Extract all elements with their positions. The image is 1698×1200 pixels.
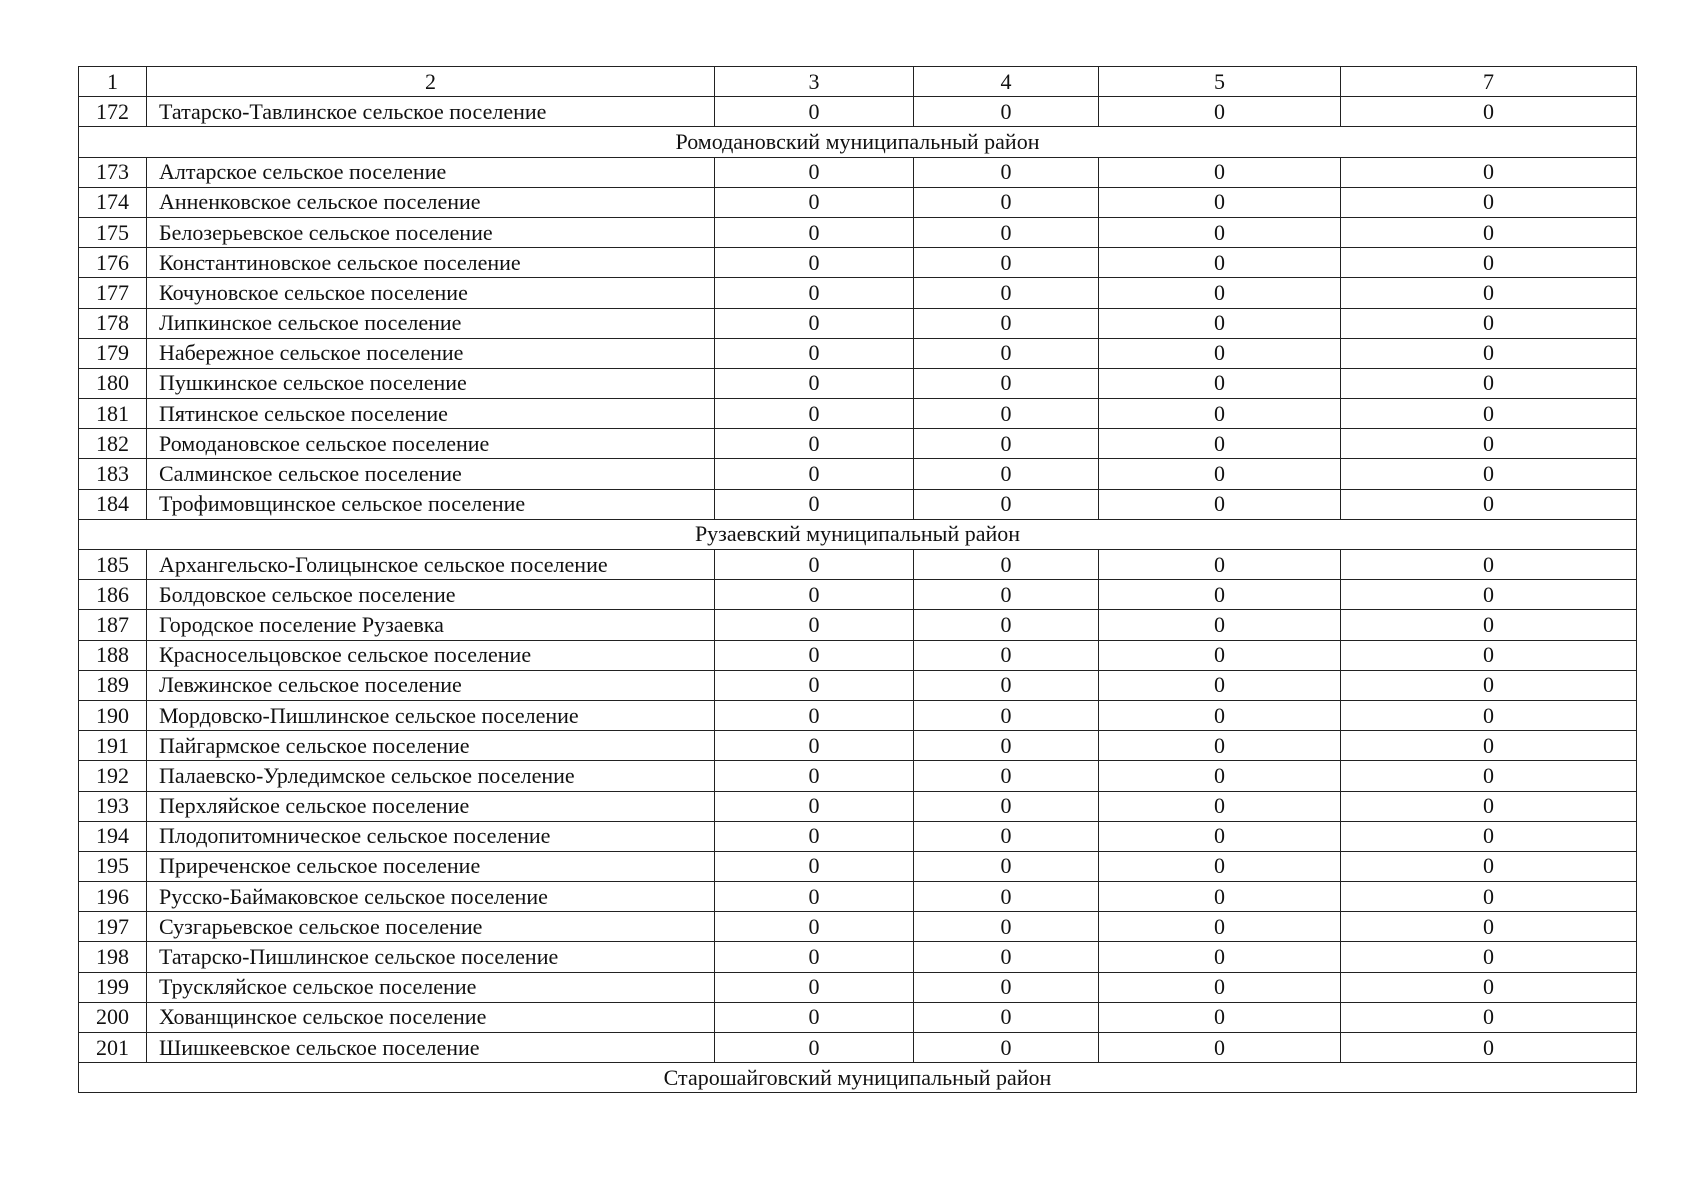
value-cell: 0 bbox=[715, 550, 914, 580]
value-cell: 0 bbox=[914, 399, 1099, 429]
row-number: 183 bbox=[79, 459, 147, 489]
table-row bbox=[79, 731, 1637, 761]
row-number: 190 bbox=[79, 700, 147, 730]
settlement-name: Мордовско-Пишлинское сельское поселение bbox=[147, 700, 715, 730]
settlement-name: Алтарское сельское поселение bbox=[147, 157, 715, 187]
table-row bbox=[79, 791, 1637, 821]
value-cell: 0 bbox=[715, 217, 914, 247]
value-cell: 0 bbox=[914, 761, 1099, 791]
value-cell: 0 bbox=[1341, 399, 1637, 429]
table-row bbox=[79, 489, 1637, 519]
value-cell: 0 bbox=[715, 912, 914, 942]
value-cell: 0 bbox=[1341, 972, 1637, 1002]
value-cell: 0 bbox=[1341, 248, 1637, 278]
table-row bbox=[79, 97, 1637, 127]
settlement-name: Пушкинское сельское поселение bbox=[147, 368, 715, 398]
value-cell: 0 bbox=[1099, 399, 1341, 429]
district-header-row bbox=[79, 1063, 1637, 1093]
value-cell: 0 bbox=[1099, 248, 1341, 278]
value-cell: 0 bbox=[914, 700, 1099, 730]
value-cell: 0 bbox=[914, 248, 1099, 278]
row-number: 195 bbox=[79, 851, 147, 881]
value-cell: 0 bbox=[715, 459, 914, 489]
value-cell: 0 bbox=[715, 580, 914, 610]
value-cell: 0 bbox=[1341, 338, 1637, 368]
value-cell: 0 bbox=[914, 368, 1099, 398]
settlement-name: Плодопитомническое сельское поселение bbox=[147, 821, 715, 851]
settlement-name: Шишкеевское сельское поселение bbox=[147, 1033, 715, 1063]
value-cell: 0 bbox=[914, 731, 1099, 761]
column-number-header: 1 bbox=[79, 67, 147, 97]
row-number: 172 bbox=[79, 97, 147, 127]
value-cell: 0 bbox=[715, 429, 914, 459]
value-cell: 0 bbox=[914, 489, 1099, 519]
settlement-name: Городское поселение Рузаевка bbox=[147, 610, 715, 640]
value-cell: 0 bbox=[1099, 580, 1341, 610]
table-row bbox=[79, 942, 1637, 972]
value-cell: 0 bbox=[1099, 157, 1341, 187]
value-cell: 0 bbox=[715, 972, 914, 1002]
settlement-name: Приреченское сельское поселение bbox=[147, 851, 715, 881]
table-row bbox=[79, 187, 1637, 217]
value-cell: 0 bbox=[1341, 640, 1637, 670]
table-row bbox=[79, 580, 1637, 610]
value-cell: 0 bbox=[715, 308, 914, 338]
column-number-header: 5 bbox=[1099, 67, 1341, 97]
value-cell: 0 bbox=[914, 851, 1099, 881]
value-cell: 0 bbox=[1099, 550, 1341, 580]
value-cell: 0 bbox=[715, 882, 914, 912]
table-row bbox=[79, 429, 1637, 459]
value-cell: 0 bbox=[914, 670, 1099, 700]
value-cell: 0 bbox=[715, 670, 914, 700]
row-number: 184 bbox=[79, 489, 147, 519]
row-number: 199 bbox=[79, 972, 147, 1002]
settlement-name: Липкинское сельское поселение bbox=[147, 308, 715, 338]
value-cell: 0 bbox=[1099, 821, 1341, 851]
value-cell: 0 bbox=[715, 731, 914, 761]
value-cell: 0 bbox=[1099, 882, 1341, 912]
settlement-name: Константиновское сельское поселение bbox=[147, 248, 715, 278]
value-cell: 0 bbox=[1341, 912, 1637, 942]
value-cell: 0 bbox=[715, 1033, 914, 1063]
value-cell: 0 bbox=[914, 1033, 1099, 1063]
table-row bbox=[79, 1033, 1637, 1063]
value-cell: 0 bbox=[1341, 308, 1637, 338]
value-cell: 0 bbox=[715, 761, 914, 791]
table-row bbox=[79, 308, 1637, 338]
value-cell: 0 bbox=[914, 882, 1099, 912]
value-cell: 0 bbox=[914, 338, 1099, 368]
value-cell: 0 bbox=[715, 640, 914, 670]
value-cell: 0 bbox=[1341, 278, 1637, 308]
value-cell: 0 bbox=[914, 821, 1099, 851]
value-cell: 0 bbox=[715, 97, 914, 127]
row-number: 185 bbox=[79, 550, 147, 580]
table-row bbox=[79, 278, 1637, 308]
row-number: 187 bbox=[79, 610, 147, 640]
settlement-name: Салминское сельское поселение bbox=[147, 459, 715, 489]
row-number: 193 bbox=[79, 791, 147, 821]
settlement-name: Татарско-Тавлинское сельское поселение bbox=[147, 97, 715, 127]
value-cell: 0 bbox=[715, 368, 914, 398]
row-number: 197 bbox=[79, 912, 147, 942]
district-header-row bbox=[79, 519, 1637, 549]
table-row bbox=[79, 338, 1637, 368]
table-row bbox=[79, 882, 1637, 912]
value-cell: 0 bbox=[715, 187, 914, 217]
row-number: 192 bbox=[79, 761, 147, 791]
settlement-name: Белозерьевское сельское поселение bbox=[147, 217, 715, 247]
value-cell: 0 bbox=[914, 157, 1099, 187]
district-title: Ромодановский муниципальный район bbox=[79, 127, 1637, 157]
value-cell: 0 bbox=[1099, 640, 1341, 670]
row-number: 174 bbox=[79, 187, 147, 217]
value-cell: 0 bbox=[1341, 610, 1637, 640]
table-row bbox=[79, 851, 1637, 881]
value-cell: 0 bbox=[914, 97, 1099, 127]
value-cell: 0 bbox=[1341, 489, 1637, 519]
row-number: 194 bbox=[79, 821, 147, 851]
table-row bbox=[79, 399, 1637, 429]
value-cell: 0 bbox=[914, 791, 1099, 821]
value-cell: 0 bbox=[1099, 731, 1341, 761]
settlement-name: Набережное сельское поселение bbox=[147, 338, 715, 368]
column-number-header: 4 bbox=[914, 67, 1099, 97]
value-cell: 0 bbox=[1341, 368, 1637, 398]
column-number-header-row bbox=[79, 67, 1637, 97]
value-cell: 0 bbox=[914, 278, 1099, 308]
value-cell: 0 bbox=[914, 942, 1099, 972]
row-number: 178 bbox=[79, 308, 147, 338]
value-cell: 0 bbox=[715, 157, 914, 187]
table-row bbox=[79, 610, 1637, 640]
value-cell: 0 bbox=[715, 821, 914, 851]
value-cell: 0 bbox=[1341, 700, 1637, 730]
value-cell: 0 bbox=[1341, 217, 1637, 247]
value-cell: 0 bbox=[1099, 1002, 1341, 1032]
row-number: 196 bbox=[79, 882, 147, 912]
settlement-name: Трофимовщинское сельское поселение bbox=[147, 489, 715, 519]
value-cell: 0 bbox=[1099, 308, 1341, 338]
settlement-name: Перхляйское сельское поселение bbox=[147, 791, 715, 821]
value-cell: 0 bbox=[1099, 912, 1341, 942]
row-number: 176 bbox=[79, 248, 147, 278]
value-cell: 0 bbox=[1341, 1002, 1637, 1032]
value-cell: 0 bbox=[715, 610, 914, 640]
table-row bbox=[79, 761, 1637, 791]
table-row bbox=[79, 972, 1637, 1002]
table-row bbox=[79, 821, 1637, 851]
value-cell: 0 bbox=[1341, 459, 1637, 489]
value-cell: 0 bbox=[1341, 670, 1637, 700]
value-cell: 0 bbox=[715, 248, 914, 278]
settlement-name: Кочуновское сельское поселение bbox=[147, 278, 715, 308]
row-number: 175 bbox=[79, 217, 147, 247]
value-cell: 0 bbox=[1099, 972, 1341, 1002]
settlement-name: Трускляйское сельское поселение bbox=[147, 972, 715, 1002]
value-cell: 0 bbox=[1341, 187, 1637, 217]
settlement-name: Левжинское сельское поселение bbox=[147, 670, 715, 700]
settlement-name: Пайгармское сельское поселение bbox=[147, 731, 715, 761]
value-cell: 0 bbox=[914, 640, 1099, 670]
settlement-name: Пятинское сельское поселение bbox=[147, 399, 715, 429]
settlement-name: Русско-Баймаковское сельское поселение bbox=[147, 882, 715, 912]
table-row bbox=[79, 670, 1637, 700]
value-cell: 0 bbox=[1099, 791, 1341, 821]
table-row bbox=[79, 700, 1637, 730]
value-cell: 0 bbox=[1099, 459, 1341, 489]
row-number: 198 bbox=[79, 942, 147, 972]
value-cell: 0 bbox=[914, 972, 1099, 1002]
row-number: 180 bbox=[79, 368, 147, 398]
value-cell: 0 bbox=[1341, 821, 1637, 851]
value-cell: 0 bbox=[1341, 761, 1637, 791]
value-cell: 0 bbox=[715, 399, 914, 429]
value-cell: 0 bbox=[914, 459, 1099, 489]
table-row bbox=[79, 368, 1637, 398]
table-row bbox=[79, 217, 1637, 247]
settlement-name: Татарско-Пишлинское сельское поселение bbox=[147, 942, 715, 972]
value-cell: 0 bbox=[1099, 187, 1341, 217]
value-cell: 0 bbox=[1341, 580, 1637, 610]
value-cell: 0 bbox=[1341, 429, 1637, 459]
value-cell: 0 bbox=[914, 912, 1099, 942]
value-cell: 0 bbox=[715, 338, 914, 368]
value-cell: 0 bbox=[715, 278, 914, 308]
row-number: 189 bbox=[79, 670, 147, 700]
value-cell: 0 bbox=[1099, 1033, 1341, 1063]
settlement-name: Хованщинское сельское поселение bbox=[147, 1002, 715, 1032]
value-cell: 0 bbox=[1341, 1033, 1637, 1063]
value-cell: 0 bbox=[914, 610, 1099, 640]
value-cell: 0 bbox=[715, 1002, 914, 1032]
value-cell: 0 bbox=[1099, 700, 1341, 730]
row-number: 201 bbox=[79, 1033, 147, 1063]
settlement-name: Болдовское сельское поселение bbox=[147, 580, 715, 610]
settlement-name: Ромодановское сельское поселение bbox=[147, 429, 715, 459]
settlement-name: Анненковское сельское поселение bbox=[147, 187, 715, 217]
row-number: 179 bbox=[79, 338, 147, 368]
value-cell: 0 bbox=[1341, 731, 1637, 761]
settlement-name: Сузгарьевское сельское поселение bbox=[147, 912, 715, 942]
table-row bbox=[79, 912, 1637, 942]
table-row bbox=[79, 640, 1637, 670]
value-cell: 0 bbox=[1099, 670, 1341, 700]
value-cell: 0 bbox=[1099, 97, 1341, 127]
value-cell: 0 bbox=[715, 851, 914, 881]
row-number: 200 bbox=[79, 1002, 147, 1032]
district-header-row bbox=[79, 127, 1637, 157]
value-cell: 0 bbox=[914, 217, 1099, 247]
value-cell: 0 bbox=[1099, 489, 1341, 519]
value-cell: 0 bbox=[914, 580, 1099, 610]
table-row bbox=[79, 459, 1637, 489]
value-cell: 0 bbox=[1099, 278, 1341, 308]
district-title: Рузаевский муниципальный район bbox=[79, 519, 1637, 549]
settlement-name: Палаевско-Урледимское сельское поселение bbox=[147, 761, 715, 791]
table-row bbox=[79, 248, 1637, 278]
value-cell: 0 bbox=[715, 489, 914, 519]
row-number: 186 bbox=[79, 580, 147, 610]
value-cell: 0 bbox=[1099, 851, 1341, 881]
district-title: Старошайговский муниципальный район bbox=[79, 1063, 1637, 1093]
table-row bbox=[79, 550, 1637, 580]
value-cell: 0 bbox=[715, 942, 914, 972]
table-row bbox=[79, 157, 1637, 187]
value-cell: 0 bbox=[1341, 851, 1637, 881]
row-number: 188 bbox=[79, 640, 147, 670]
row-number: 191 bbox=[79, 731, 147, 761]
value-cell: 0 bbox=[1099, 338, 1341, 368]
settlement-name: Архангельско-Голицынское сельское поселение bbox=[147, 550, 715, 580]
value-cell: 0 bbox=[1341, 97, 1637, 127]
row-number: 177 bbox=[79, 278, 147, 308]
value-cell: 0 bbox=[1341, 882, 1637, 912]
value-cell: 0 bbox=[1099, 610, 1341, 640]
column-number-header: 7 bbox=[1341, 67, 1637, 97]
value-cell: 0 bbox=[1099, 217, 1341, 247]
settlement-name: Красносельцовское сельское поселение bbox=[147, 640, 715, 670]
value-cell: 0 bbox=[914, 187, 1099, 217]
row-number: 182 bbox=[79, 429, 147, 459]
value-cell: 0 bbox=[1341, 942, 1637, 972]
value-cell: 0 bbox=[1341, 791, 1637, 821]
value-cell: 0 bbox=[914, 1002, 1099, 1032]
row-number: 173 bbox=[79, 157, 147, 187]
value-cell: 0 bbox=[715, 791, 914, 821]
value-cell: 0 bbox=[914, 308, 1099, 338]
settlements-table bbox=[78, 66, 1637, 1093]
value-cell: 0 bbox=[1099, 761, 1341, 791]
column-number-header: 2 bbox=[147, 67, 715, 97]
table-row bbox=[79, 1002, 1637, 1032]
value-cell: 0 bbox=[1341, 550, 1637, 580]
value-cell: 0 bbox=[715, 700, 914, 730]
value-cell: 0 bbox=[1341, 157, 1637, 187]
value-cell: 0 bbox=[1099, 368, 1341, 398]
value-cell: 0 bbox=[914, 550, 1099, 580]
row-number: 181 bbox=[79, 399, 147, 429]
value-cell: 0 bbox=[1099, 942, 1341, 972]
value-cell: 0 bbox=[914, 429, 1099, 459]
column-number-header: 3 bbox=[715, 67, 914, 97]
value-cell: 0 bbox=[1099, 429, 1341, 459]
